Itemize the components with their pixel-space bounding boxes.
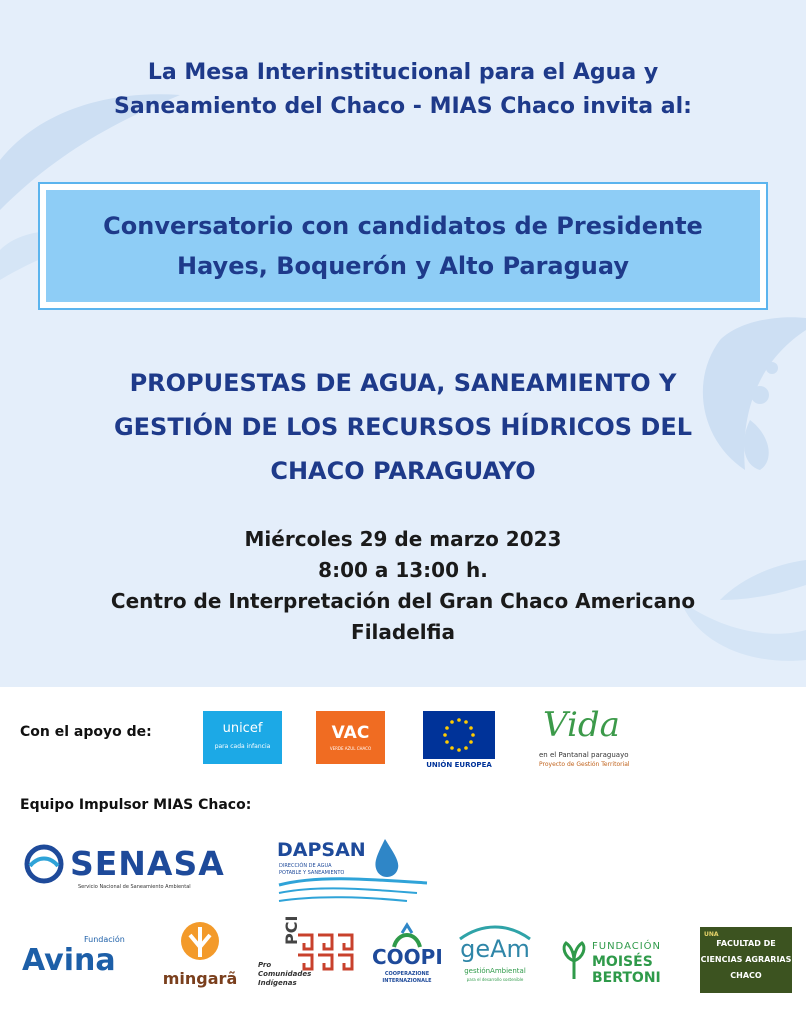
vida-line-1: en el Pantanal paraguayo [539,751,629,759]
dapsan-name: DAPSAN [277,839,366,861]
una-line-1: FACULTAD DE [716,939,776,948]
event-title-line-2: Hayes, Boquerón y Alto Paraguay [177,252,629,280]
dapsan-tagline-2: POTABLE Y SANEAMIENTO [279,870,345,876]
coopi-name: COOPI [372,945,443,969]
event-city: Filadelfia [351,620,455,644]
pci-pattern-icon [296,933,356,971]
coopi-line-2: INTERNAZIONALE [382,978,432,984]
avina-logo [22,933,140,979]
eu-flag-icon [423,711,495,759]
intro-line-1: La Mesa Interinstitucional para el Agua y [147,60,659,85]
bertoni-line-1: FUNDACIÓN [592,941,662,952]
mingara-emblem-icon [160,919,240,969]
pci-line-3: Indígenas [258,979,297,987]
dapsan-tagline-1: DIRECCIÓN DE AGUA [279,863,332,869]
pci-line-2: Comunidades [258,970,312,978]
event-details [0,524,806,648]
intro-line-2: Saneamiento del Chaco - MIAS Chaco invita al: [114,94,692,119]
bertoni-logo [560,937,676,989]
bertoni-line-3: BERTONI [592,970,661,986]
proposal-line-1: PROPUESTAS DE AGUA, SANEAMIENTO Y [129,369,677,397]
eu-logo [423,711,495,771]
vac-name: VAC [331,723,370,743]
proposal-heading [0,361,806,493]
event-title [46,190,760,302]
dapsan-water-icon [277,835,429,907]
geam-line-1: gestiónAmbiental [464,967,526,975]
geam-name: geAm [460,935,530,963]
pci-mark: PCI [282,915,301,945]
eu-name: UNIÓN EUROPEA [426,761,492,769]
event-title-box [38,182,768,310]
sponsors-section [0,687,806,1024]
pci-line-1: Pro [258,961,272,969]
geam-line-2: para el desarrollo sostenible [466,977,524,982]
unicef-logo [203,711,282,764]
una-badge: UNA [704,931,719,938]
team-label: Equipo Impulsor MIAS Chaco: [20,797,252,813]
geam-logo [452,921,538,991]
coopi-logo [372,923,442,993]
senasa-emblem-icon [22,844,72,884]
event-venue: Centro de Interpretación del Gran Chaco Americano [110,589,696,613]
bertoni-line-2: MOISÉS [592,954,653,970]
avina-name: Avina [22,943,116,978]
vac-logo [316,711,385,764]
proposal-line-2: GESTIÓN DE LOS RECURSOS HÍDRICOS DEL [113,413,693,441]
vida-logo [537,705,653,773]
vida-line-2: Proyecto de Gestión Territorial [539,761,630,768]
unicef-name: unicef [222,721,263,736]
senasa-logo [22,842,240,892]
vac-tagline: VERDE AZUL CHACO [329,746,372,751]
senasa-tagline: Servicio Nacional de Saneamiento Ambiental [78,884,191,890]
event-title-line-1: Conversatorio con candidatos de Presidente [103,212,703,240]
una-line-2: CIENCIAS AGRARIAS [700,955,792,964]
proposal-line-3: CHACO PARAGUAYO [270,457,536,485]
una-line-3: CHACO [730,971,762,980]
una-logo [700,927,792,993]
event-date: Miércoles 29 de marzo 2023 [244,527,562,551]
dapsan-logo [277,835,429,907]
pci-logo [258,915,358,993]
vida-name: Vida [543,705,620,745]
avina-pre: Fundación [84,935,125,944]
coopi-line-1: COOPERAZIONE [384,971,430,977]
unicef-tagline: para cada infancia [214,743,271,750]
support-label: Con el apoyo de: [20,724,152,740]
event-time: 8:00 a 13:00 h. [318,558,488,582]
intro-heading [0,56,806,124]
senasa-name: SENASA [70,844,225,883]
bertoni-leaf-icon [560,941,588,981]
mingara-name: mingarã [162,969,238,988]
mingara-logo [160,919,240,997]
